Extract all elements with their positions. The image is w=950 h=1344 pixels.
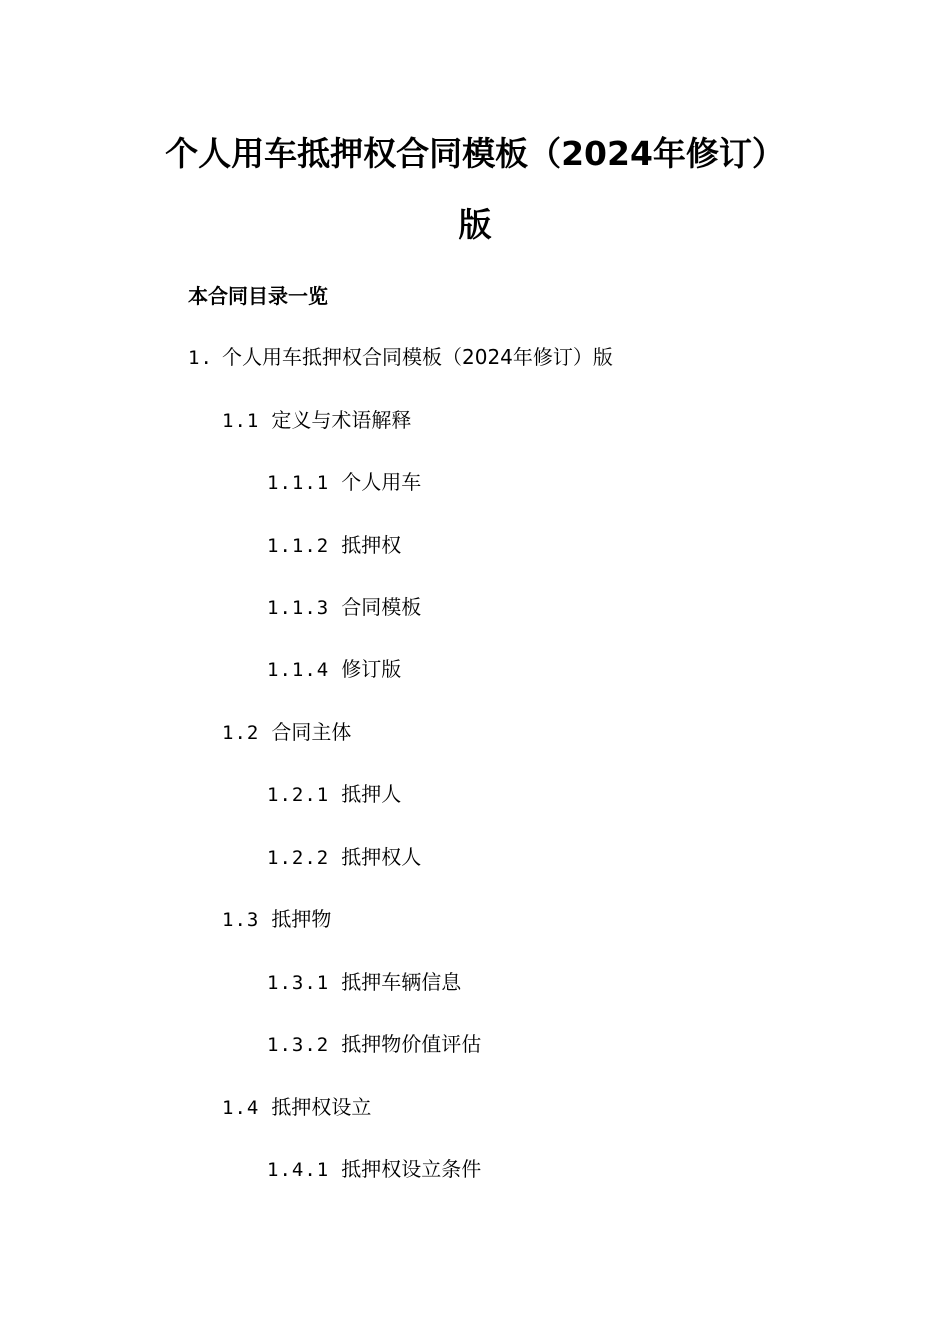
toc-entry-1-1-4: [267, 656, 401, 683]
toc-heading: 本合同目录一览: [188, 284, 328, 308]
toc-entry-1-4: [222, 1094, 371, 1121]
toc-entry-number: 1.4: [222, 1097, 260, 1119]
toc-entry-title: 抵押权设立: [271, 1095, 372, 1119]
toc-entry-number: 1.2: [222, 722, 260, 744]
document-title: 个人用车抵押权合同模板（2024年修订）: [165, 134, 785, 173]
toc-entry-number: 1.3.2: [267, 1034, 330, 1056]
toc-entry-1-1: [222, 407, 411, 434]
toc-entry-number: 1.1.1: [267, 472, 330, 494]
toc-entry-title: 个人用车: [341, 470, 422, 494]
toc-entry-1-2-2: [267, 844, 421, 871]
toc-entry-title: 抵押权设立条件: [341, 1157, 482, 1181]
toc-entry-number: 1.1.4: [267, 659, 330, 681]
toc-entry-title: 抵押物: [271, 907, 332, 931]
toc-entry-1-3-1: [267, 969, 461, 996]
toc-entry-1-4-1: [267, 1156, 481, 1183]
toc-entry-1-3: [222, 906, 331, 933]
document-title-continuation: 版: [458, 205, 492, 244]
toc-entry-title: 抵押车辆信息: [341, 970, 462, 994]
toc-entry-title: 抵押物价值评估: [341, 1032, 482, 1056]
toc-entry-number: 1.2.1: [267, 784, 330, 806]
toc-entry-number: 1.: [188, 347, 213, 369]
toc-entry-1-1-3: [267, 594, 421, 621]
toc-entry-title: 个人用车抵押权合同模板（2024年修订）版: [222, 345, 613, 369]
toc-entry-number: 1.1.2: [267, 535, 330, 557]
toc-entry-number: 1.1.3: [267, 597, 330, 619]
toc-entry-number: 1.1: [222, 410, 260, 432]
toc-entry-number: 1.2.2: [267, 847, 330, 869]
toc-entry-1-2: [222, 719, 351, 746]
toc-entry-1-2-1: [267, 781, 401, 808]
toc-entry-title: 合同模板: [341, 595, 422, 619]
toc-entry-number: 1.3.1: [267, 972, 330, 994]
toc-entry-title: 抵押权人: [341, 845, 422, 869]
toc-entry-title: 抵押人: [341, 782, 402, 806]
toc-entry-1-1-2: [267, 532, 401, 559]
toc-entry-title: 抵押权: [341, 533, 402, 557]
toc-entry-1-3-2: [267, 1031, 481, 1058]
toc-entry-title: 定义与术语解释: [271, 408, 412, 432]
toc-entry-number: 1.4.1: [267, 1159, 330, 1181]
toc-entry-1: [188, 344, 613, 371]
toc-entry-title: 合同主体: [271, 720, 352, 744]
toc-entry-number: 1.3: [222, 909, 260, 931]
toc-entry-1-1-1: [267, 469, 421, 496]
toc-entry-title: 修订版: [341, 657, 402, 681]
